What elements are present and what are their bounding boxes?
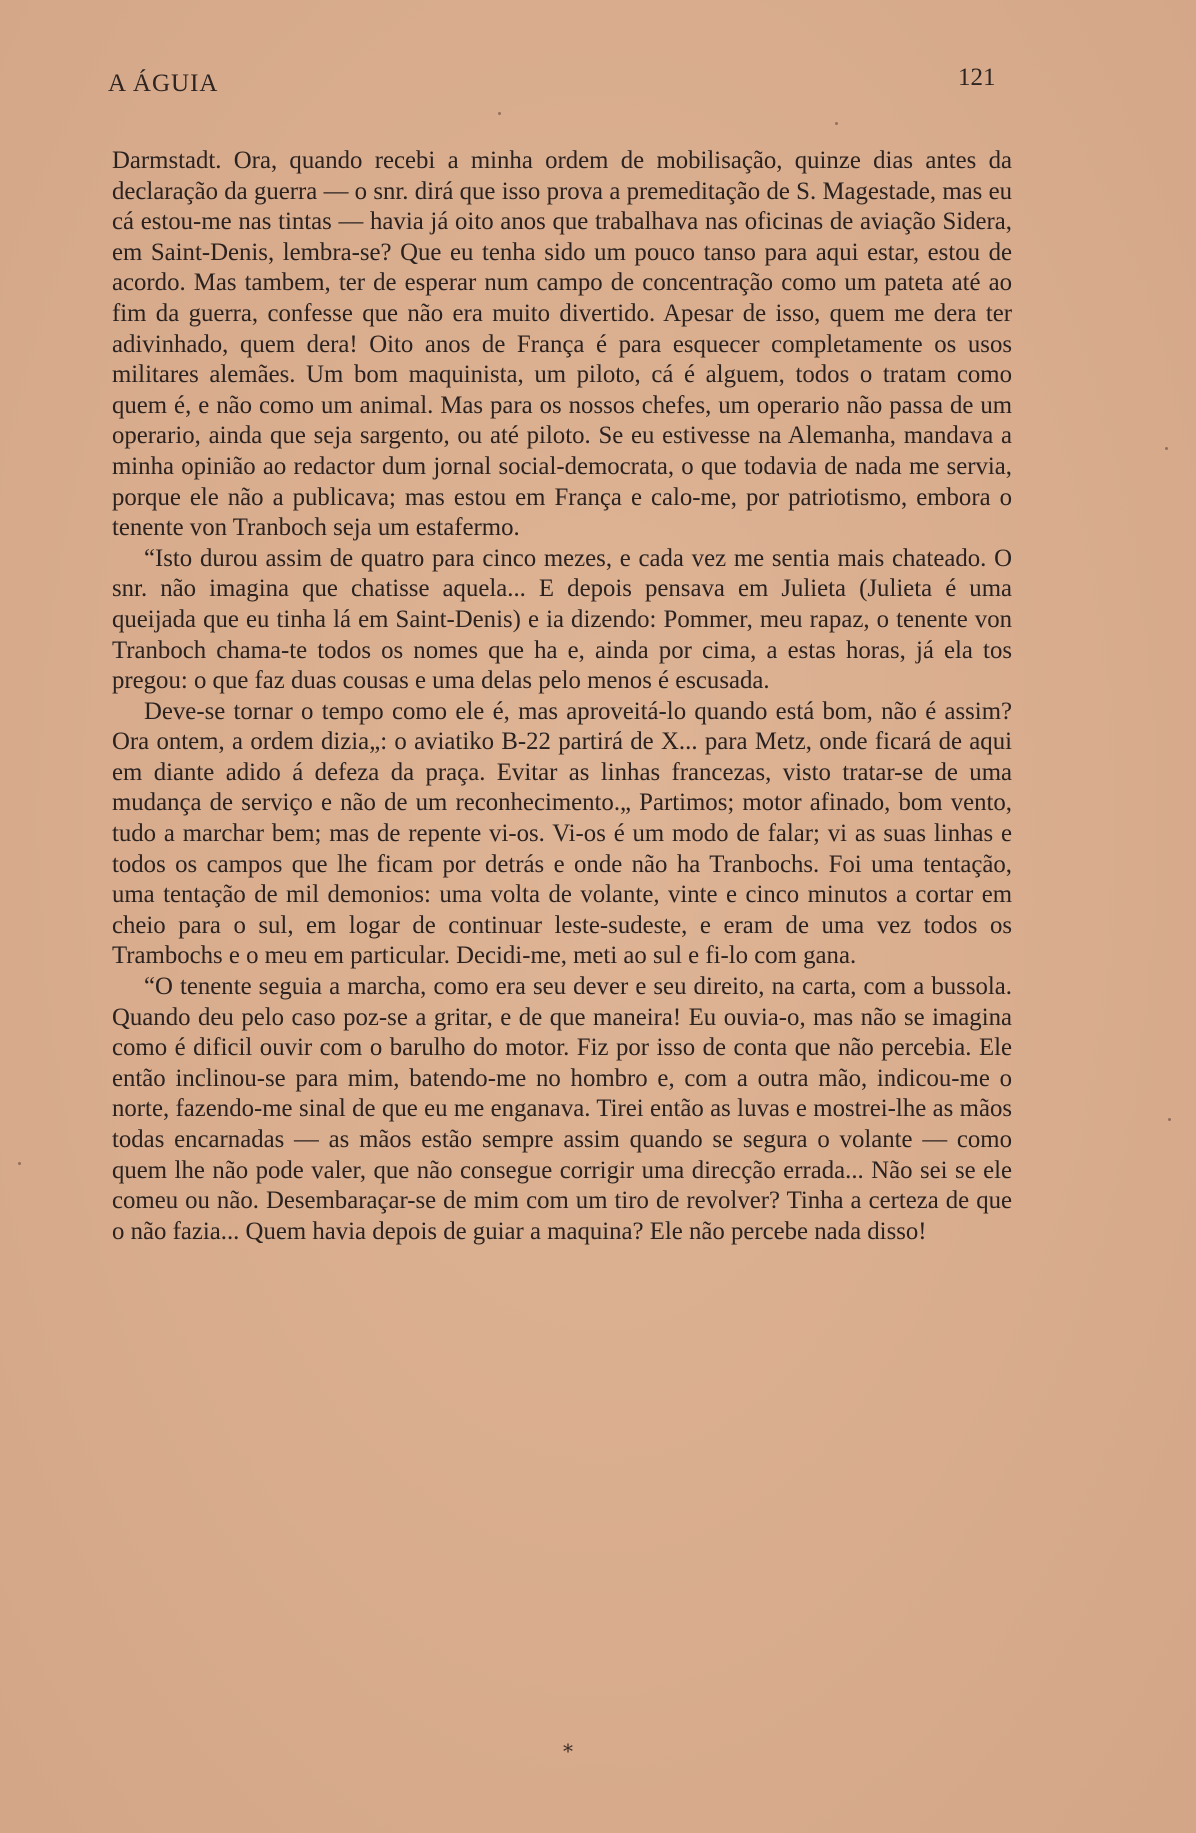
paragraph-2: “Isto durou assim de quatro para cinco mezes, e cada vez me sentia mais chateado. O snr. não imagina que chatisse aquela... E depois pensava em Julieta (Julieta é uma queijada que eu tinha lá em Saint-Denis) e ia dizendo: Pommer, meu rapaz, o tenente von Tranboch chama-te todos os nomes que ha e, ainda por cima, a estas horas, já ela tos pregou: o que faz duas cousas e uma delas pelo menos é escusada. (112, 544, 1012, 695)
paragraph-3: Deve-se tornar o tempo como ele é, mas aproveitá-lo quando está bom, não é assim? Ora ontem, a ordem dizia„: o aviatiko B-22 partirá de X... para Metz, onde ficará de aqui em diante adido á defeza da praça. Evitar as linhas francezas, visto tratar-se de uma mudança de serviço e não de um reconhecimento.„ Partimos; motor afinado, bom vento, tudo a marchar bem; mas de repente vi-os. Vi-os é um modo de falar; vi as suas linhas e todos os campos que lhe ficam por detrás e onde não ha Tranbochs. Foi uma tentação, uma tentação de mil demonios: uma volta de volante, vinte e cinco minutos a cortar em cheio para o sul, em logar de continuar leste-sudeste, e eram de uma vez todos os Trambochs e o meu em particular. Decidi-me, meti ao sul e fi-lo com gana. (112, 697, 1012, 970)
paper-speck (1168, 1118, 1171, 1121)
body-text (112, 146, 1012, 1247)
paragraph-1: Darmstadt. Ora, quando recebi a minha ordem de mobilisação, quinze dias antes da declaração da guerra — o snr. dirá que isso prova a premeditação de S. Magestade, mas eu cá estou-me nas tintas — havia já oito anos que trabalhava nas oficinas de aviação Sidera, em Saint-Denis, lembra-se? Que eu tenha sido um pouco tanso para aqui estar, estou de acordo. Mas tambem, ter de esperar num campo de concentração como um pateta até ao fim da guerra, confesse que não era muito divertido. Apesar de isso, quem me dera ter adivinhado, quem dera! Oito anos de França é para esquecer completamente os usos militares alemães. Um bom maquinista, um piloto, cá é alguem, todos o tratam como quem é, e não como um animal. Mas para os nossos chefes, um operario não passa de um operario, ainda que seja sargento, ou até piloto. Se eu estivesse na Alemanha, mandava a minha opinião ao redactor dum jornal social-democrata, o que todavia de nada me servia, porque ele não a publicava; mas estou em França e calo-me, por patriotismo, embora o tenente von Tranboch seja um estafermo. (112, 147, 1012, 542)
paragraph-4: “O tenente seguia a marcha, como era seu dever e seu direito, na carta, com a bussola. Quando deu pelo caso poz-se a gritar, e de que maneira! Eu ouvia-o, mas não se imagina como é dificil ouvir com o barulho do motor. Fiz por isso de conta que não percebia. Ele então inclinou-se para mim, batendo-me no hombro e, com a outra mão, indicou-me o norte, fazendo-me sinal de que eu me enganava. Tirei então as luvas e mostrei-lhe as mãos todas encarnadas — as mãos estão sempre assim quando se segura o volante — como quem lhe não pode valer, que não consegue corrigir uma direcção errada... Não sei se ele comeu ou não. Desembaraçar-se de mim com um tiro de revolver? Tinha a certeza de que o não fazia... Quem havia depois de guiar a maquina? Ele não percebe nada disso! (112, 973, 1012, 1245)
page-number: 121 (958, 64, 996, 91)
paper-speck (1165, 447, 1168, 450)
paper-speck (18, 1162, 21, 1165)
paper-speck (498, 112, 501, 115)
printer-mark: ⁎ (563, 1735, 573, 1757)
running-title: A ÁGUIA (108, 70, 219, 97)
paper-speck (835, 122, 838, 125)
